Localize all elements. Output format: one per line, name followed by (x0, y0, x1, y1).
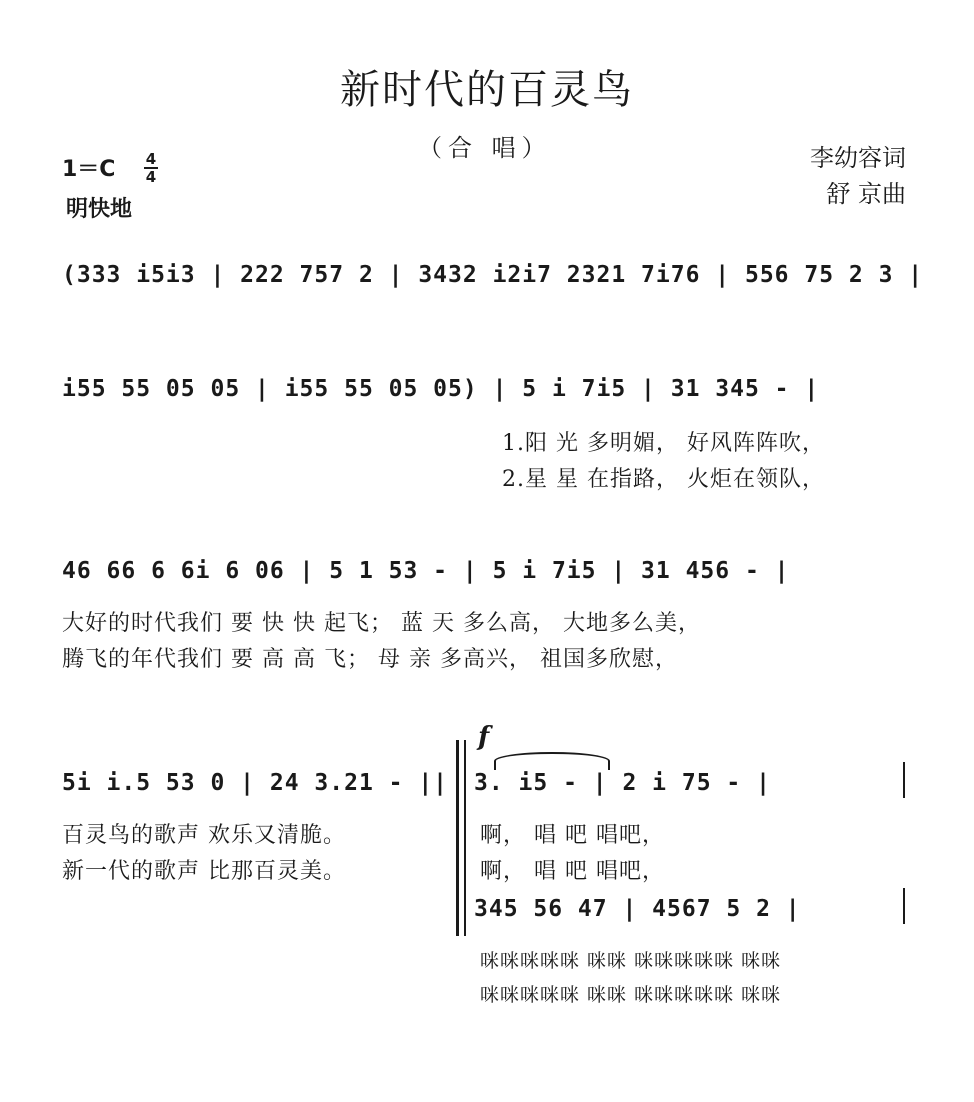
score-line-4: 5i i.5 53 0 | 24 3.21 - || (62, 770, 449, 796)
slur (494, 752, 610, 770)
lyricist-credit: 李幼容词 (810, 144, 906, 172)
lyric-verse-2: 2.星 星 在指路， 火炬在领队， (502, 467, 825, 492)
score-line-2: i55 55 05 05 | i55 55 05 05) | 5 i 7i5 | 31 345 - | (62, 376, 820, 402)
song-title: 新时代的百灵鸟 (340, 67, 634, 113)
lyric-verse-1: 1.阳 光 多明媚， 好风阵阵吹， (502, 431, 825, 456)
lyric-verse-1: 百灵鸟的歌声 欢乐又清脆。 (62, 823, 346, 848)
time-signature-top: 4 (145, 150, 157, 168)
chorus-bracket (456, 740, 459, 936)
chorus-bracket-inner (464, 740, 466, 936)
chorus-upper-part: 3. i5 - | 2 i 75 - | (474, 770, 771, 796)
composer-credit: 舒 京曲 (826, 180, 906, 208)
dynamic-forte: f (478, 722, 490, 752)
score-line-3: 46 66 6 6i 6 06 | 5 1 53 - | 5 i 7i5 | 31 456 - | (62, 558, 790, 584)
chorus-lower-part: 345 56 47 | 4567 5 2 | (474, 896, 801, 922)
lyric-verse-1: 大好的时代我们 要 快 快 起飞； 蓝 天 多么高， 大地多么美， (62, 611, 701, 636)
time-signature (144, 152, 158, 184)
score-line-1: (333 i5i3 | 222 757 2 | 3432 i2i7 2321 7i76 | 556 75 2 3 | (62, 262, 924, 288)
chorus-upper-lyric-1: 啊， 唱 吧 唱吧， (480, 823, 665, 848)
barline (903, 762, 905, 798)
lyric-verse-2: 腾飞的年代我们 要 高 高 飞； 母 亲 多高兴， 祖国多欣慰， (62, 647, 678, 672)
chorus-lower-lyric-1: 咪咪咪咪咪 咪咪 咪咪咪咪咪 咪咪 (480, 950, 782, 972)
chorus-upper-lyric-2: 啊， 唱 吧 唱吧， (480, 859, 665, 884)
key-signature: 1＝C (62, 157, 116, 182)
chorus-lower-lyric-2: 咪咪咪咪咪 咪咪 咪咪咪咪咪 咪咪 (480, 984, 782, 1006)
tempo-marking: 明快地 (66, 197, 133, 222)
subtitle: （合 唱） (418, 134, 552, 162)
time-signature-bottom: 4 (145, 168, 157, 186)
barline (903, 888, 905, 924)
lyric-verse-2: 新一代的歌声 比那百灵美。 (62, 859, 346, 884)
